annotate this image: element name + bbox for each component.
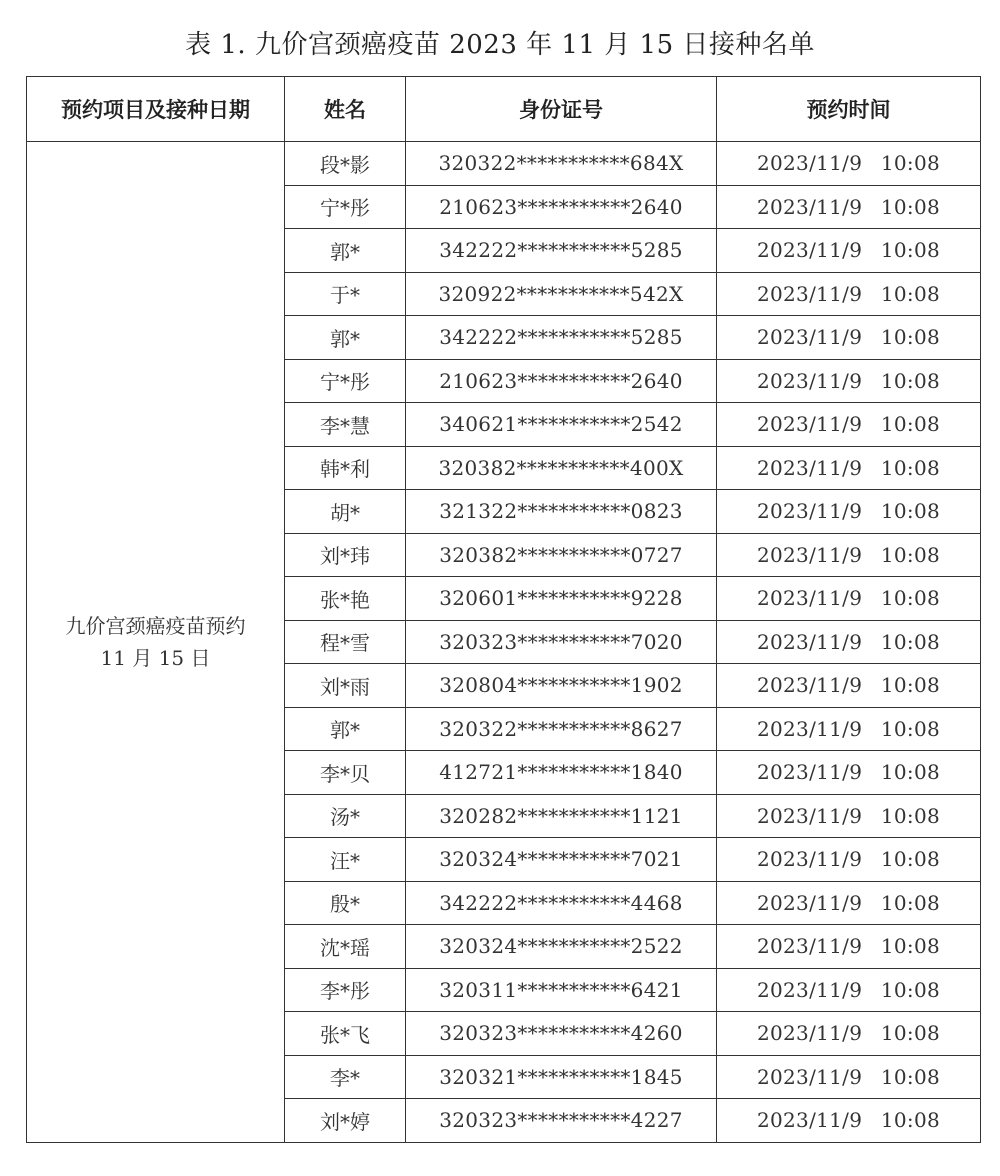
appointment-time-cell: 2023/11/9 10:08 [717, 229, 981, 273]
appointment-time-cell: 2023/11/9 10:08 [717, 403, 981, 447]
name-cell: 刘*玮 [285, 533, 406, 577]
appointment-time-cell: 2023/11/9 10:08 [717, 925, 981, 969]
appointment-time-cell: 2023/11/9 10:08 [717, 142, 981, 186]
id-number-cell: 210623***********2640 [406, 185, 717, 229]
id-number-cell: 320311***********6421 [406, 968, 717, 1012]
id-number-cell: 342222***********5285 [406, 316, 717, 360]
appointment-time-cell: 2023/11/9 10:08 [717, 359, 981, 403]
id-number-cell: 320324***********2522 [406, 925, 717, 969]
name-cell: 程*雪 [285, 620, 406, 664]
id-number-cell: 342222***********4468 [406, 881, 717, 925]
name-cell: 郭* [285, 707, 406, 751]
project-date-cell [27, 142, 285, 1143]
id-number-cell: 320323***********4260 [406, 1012, 717, 1056]
name-cell: 段*影 [285, 142, 406, 186]
id-number-cell: 320382***********400X [406, 446, 717, 490]
id-number-cell: 320322***********684X [406, 142, 717, 186]
table-body [27, 142, 981, 1143]
name-cell: 韩*利 [285, 446, 406, 490]
appointment-time-cell: 2023/11/9 10:08 [717, 1055, 981, 1099]
name-cell: 李*贝 [285, 751, 406, 795]
table-row [27, 142, 981, 186]
table-title: 表 1. 九价宫颈癌疫苗 2023 年 11 月 15 日接种名单 [185, 30, 815, 60]
appointment-time-cell: 2023/11/9 10:08 [717, 751, 981, 795]
name-cell: 宁*彤 [285, 185, 406, 229]
id-number-cell: 342222***********5285 [406, 229, 717, 273]
appointment-time-cell: 2023/11/9 10:08 [717, 446, 981, 490]
appointment-time-cell: 2023/11/9 10:08 [717, 1012, 981, 1056]
name-cell: 刘*雨 [285, 664, 406, 708]
name-cell: 于* [285, 272, 406, 316]
id-number-cell: 320282***********1121 [406, 794, 717, 838]
appointment-time-cell: 2023/11/9 10:08 [717, 272, 981, 316]
name-cell: 李*彤 [285, 968, 406, 1012]
id-number-cell: 320601***********9228 [406, 577, 717, 621]
appointment-time-cell: 2023/11/9 10:08 [717, 316, 981, 360]
id-number-cell: 320804***********1902 [406, 664, 717, 708]
appointment-time-cell: 2023/11/9 10:08 [717, 533, 981, 577]
appointment-time-cell: 2023/11/9 10:08 [717, 794, 981, 838]
id-number-cell: 412721***********1840 [406, 751, 717, 795]
name-cell: 张*飞 [285, 1012, 406, 1056]
table-header-row [27, 77, 981, 142]
appointment-time-cell: 2023/11/9 10:08 [717, 664, 981, 708]
id-number-cell: 320323***********4227 [406, 1099, 717, 1143]
id-number-cell: 340621***********2542 [406, 403, 717, 447]
name-cell: 李*慧 [285, 403, 406, 447]
appointment-time-cell: 2023/11/9 10:08 [717, 620, 981, 664]
appointment-time-cell: 2023/11/9 10:08 [717, 185, 981, 229]
appointment-time-cell: 2023/11/9 10:08 [717, 1099, 981, 1143]
id-number-cell: 320324***********7021 [406, 838, 717, 882]
project-name: 九价宫颈癌疫苗预约 [65, 613, 246, 638]
name-cell: 郭* [285, 316, 406, 360]
vaccination-table [26, 76, 981, 1143]
id-number-cell: 320382***********0727 [406, 533, 717, 577]
id-number-cell: 210623***********2640 [406, 359, 717, 403]
name-cell: 刘*婷 [285, 1099, 406, 1143]
name-cell: 郭* [285, 229, 406, 273]
header-id-number: 身份证号 [406, 77, 717, 142]
header-name: 姓名 [285, 77, 406, 142]
id-number-cell: 320321***********1845 [406, 1055, 717, 1099]
name-cell: 沈*瑶 [285, 925, 406, 969]
header-appointment-time: 预约时间 [717, 77, 981, 142]
project-date: 11 月 15 日 [100, 645, 211, 670]
name-cell: 李* [285, 1055, 406, 1099]
name-cell: 殷* [285, 881, 406, 925]
id-number-cell: 321322***********0823 [406, 490, 717, 534]
appointment-time-cell: 2023/11/9 10:08 [717, 577, 981, 621]
id-number-cell: 320322***********8627 [406, 707, 717, 751]
id-number-cell: 320323***********7020 [406, 620, 717, 664]
header-project-date: 预约项目及接种日期 [27, 77, 285, 142]
name-cell: 汪* [285, 838, 406, 882]
appointment-time-cell: 2023/11/9 10:08 [717, 490, 981, 534]
appointment-time-cell: 2023/11/9 10:08 [717, 881, 981, 925]
id-number-cell: 320922***********542X [406, 272, 717, 316]
name-cell: 宁*彤 [285, 359, 406, 403]
name-cell: 张*艳 [285, 577, 406, 621]
appointment-time-cell: 2023/11/9 10:08 [717, 707, 981, 751]
appointment-time-cell: 2023/11/9 10:08 [717, 838, 981, 882]
name-cell: 胡* [285, 490, 406, 534]
appointment-time-cell: 2023/11/9 10:08 [717, 968, 981, 1012]
name-cell: 汤* [285, 794, 406, 838]
